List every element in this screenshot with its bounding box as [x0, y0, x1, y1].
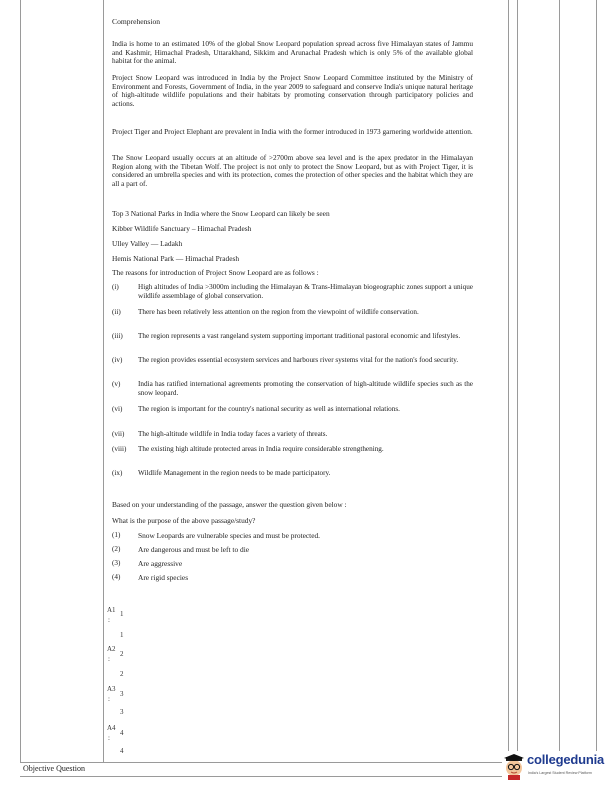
answer-value: 2	[120, 670, 124, 678]
reason-number: (iv)	[112, 356, 123, 364]
park-item: Ulley Valley — Ladakh	[112, 239, 183, 248]
reason-number: (i)	[112, 283, 119, 291]
answer-label: A1	[107, 606, 116, 614]
option-number: (3)	[112, 559, 121, 567]
answer-label: A4	[107, 724, 116, 732]
reason-number: (vii)	[112, 430, 125, 438]
option-number: (1)	[112, 531, 121, 539]
answer-value: 3	[120, 690, 124, 698]
park-item: Kibber Wildlife Sanctuary – Himachal Pradesh	[112, 224, 252, 233]
reason-number: (v)	[112, 380, 121, 388]
reason-text: The region represents a vast rangeland system supporting important traditional pastoral economic and lifestyles.	[138, 332, 461, 340]
reason-text: High altitudes of India >3000m including the Himalayan & Trans-Himalayan biogeographic zones support a unique wildlife assemblage of global conservation.	[138, 283, 473, 300]
parks-heading: Top 3 National Parks in India where the Snow Leopard can likely be seen	[112, 209, 330, 218]
reason-number: (vi)	[112, 405, 123, 413]
reason-number: (ii)	[112, 308, 121, 316]
column-divider	[559, 0, 560, 762]
answer-label: A3	[107, 685, 116, 693]
answer-value: 4	[120, 729, 124, 737]
option-number: (4)	[112, 573, 121, 581]
instruction: Based on your understanding of the passage, answer the question given below :	[112, 500, 347, 509]
reason-text: There has been relatively less attention on the region from the viewpoint of wildlife conservation.	[138, 308, 419, 316]
paragraph: Project Tiger and Project Elephant are prevalent in India with the former introduced in 1973 garnering worldwide attention.	[112, 127, 473, 136]
reason-text: The high-altitude wildlife in India today faces a variety of threats.	[138, 430, 328, 438]
option-text[interactable]: Are rigid species	[138, 573, 189, 582]
reason-text: The region provides essential ecosystem services and harbours river systems vital for the nation's food security.	[138, 356, 459, 364]
column-divider	[508, 0, 509, 762]
answer-value: 1	[120, 631, 124, 639]
reason-text: Wildlife Management in the region needs to be made participatory.	[138, 469, 331, 477]
reason-text: India has ratified international agreements promoting the conservation of high-altitude wildlife species such as the snow leopard.	[138, 380, 473, 397]
option-number: (2)	[112, 545, 121, 553]
reason-number: (viii)	[112, 445, 127, 453]
reason-number: (ix)	[112, 469, 123, 477]
answer-value: 1	[120, 610, 124, 618]
answer-colon: :	[108, 734, 110, 742]
option-text[interactable]: Are dangerous and must be left to die	[138, 545, 250, 554]
frame-right-border	[596, 0, 597, 762]
paragraph: Project Snow Leopard was introduced in India by the Project Snow Leopard Committee instituted by the Ministry of Environment and Forests, Government of India, in the year 2009 to safeguard and conserve India's unique natural heritage of high-altitude wildlife populations and their habitats by promoting conservation through participatory policies and actions.	[112, 73, 473, 108]
question-type-label: Objective Question	[23, 764, 85, 773]
paragraph: India is home to an estimated 10% of the global Snow Leopard population spread across five Himalayan states of Jammu and Kashmir, Himachal Pradesh, Uttarakhand, Sikkim and Arunachal Pradesh which is only 5% of the available global habitat for the animal.	[112, 39, 473, 66]
option-text[interactable]: Snow Leopards are vulnerable species and must be protected.	[138, 531, 321, 540]
reasons-heading: The reasons for introduction of Project Snow Leopard are as follows :	[112, 268, 319, 277]
park-item: Hemis National Park — Himachal Pradesh	[112, 254, 240, 263]
column-divider	[517, 0, 518, 762]
brand-tagline: India's Largest Student Review Platform	[528, 771, 592, 775]
reason-text: The region is important for the country's national security as well as international relations.	[138, 405, 400, 413]
answer-value: 4	[120, 747, 124, 755]
frame-left-border	[20, 0, 21, 762]
answer-value: 2	[120, 650, 124, 658]
answer-colon: :	[108, 655, 110, 663]
brand-logo-text[interactable]: collegedunia	[527, 752, 605, 767]
answer-label: A2	[107, 645, 116, 653]
reason-text: The existing high altitude protected areas in India require considerable strengthening.	[138, 445, 384, 453]
reason-number: (iii)	[112, 332, 123, 340]
answer-colon: :	[108, 695, 110, 703]
option-text[interactable]: Are aggressive	[138, 559, 183, 568]
column-divider	[103, 0, 104, 762]
section-heading: Comprehension	[112, 17, 161, 26]
question-text: What is the purpose of the above passage/study?	[112, 516, 256, 525]
paragraph: The Snow Leopard usually occurs at an altitude of >2700m above sea level and is the apex predator in the Himalayan Region along with the Tibetan Wolf. The project is not only to protect the Snow Leopard, but as with Project Tiger, it is considered an umbrella species and with its protection, comes the protection of other species and the habitat which they are all a part of.	[112, 153, 473, 188]
answer-colon: :	[108, 616, 110, 624]
answer-value: 3	[120, 708, 124, 716]
